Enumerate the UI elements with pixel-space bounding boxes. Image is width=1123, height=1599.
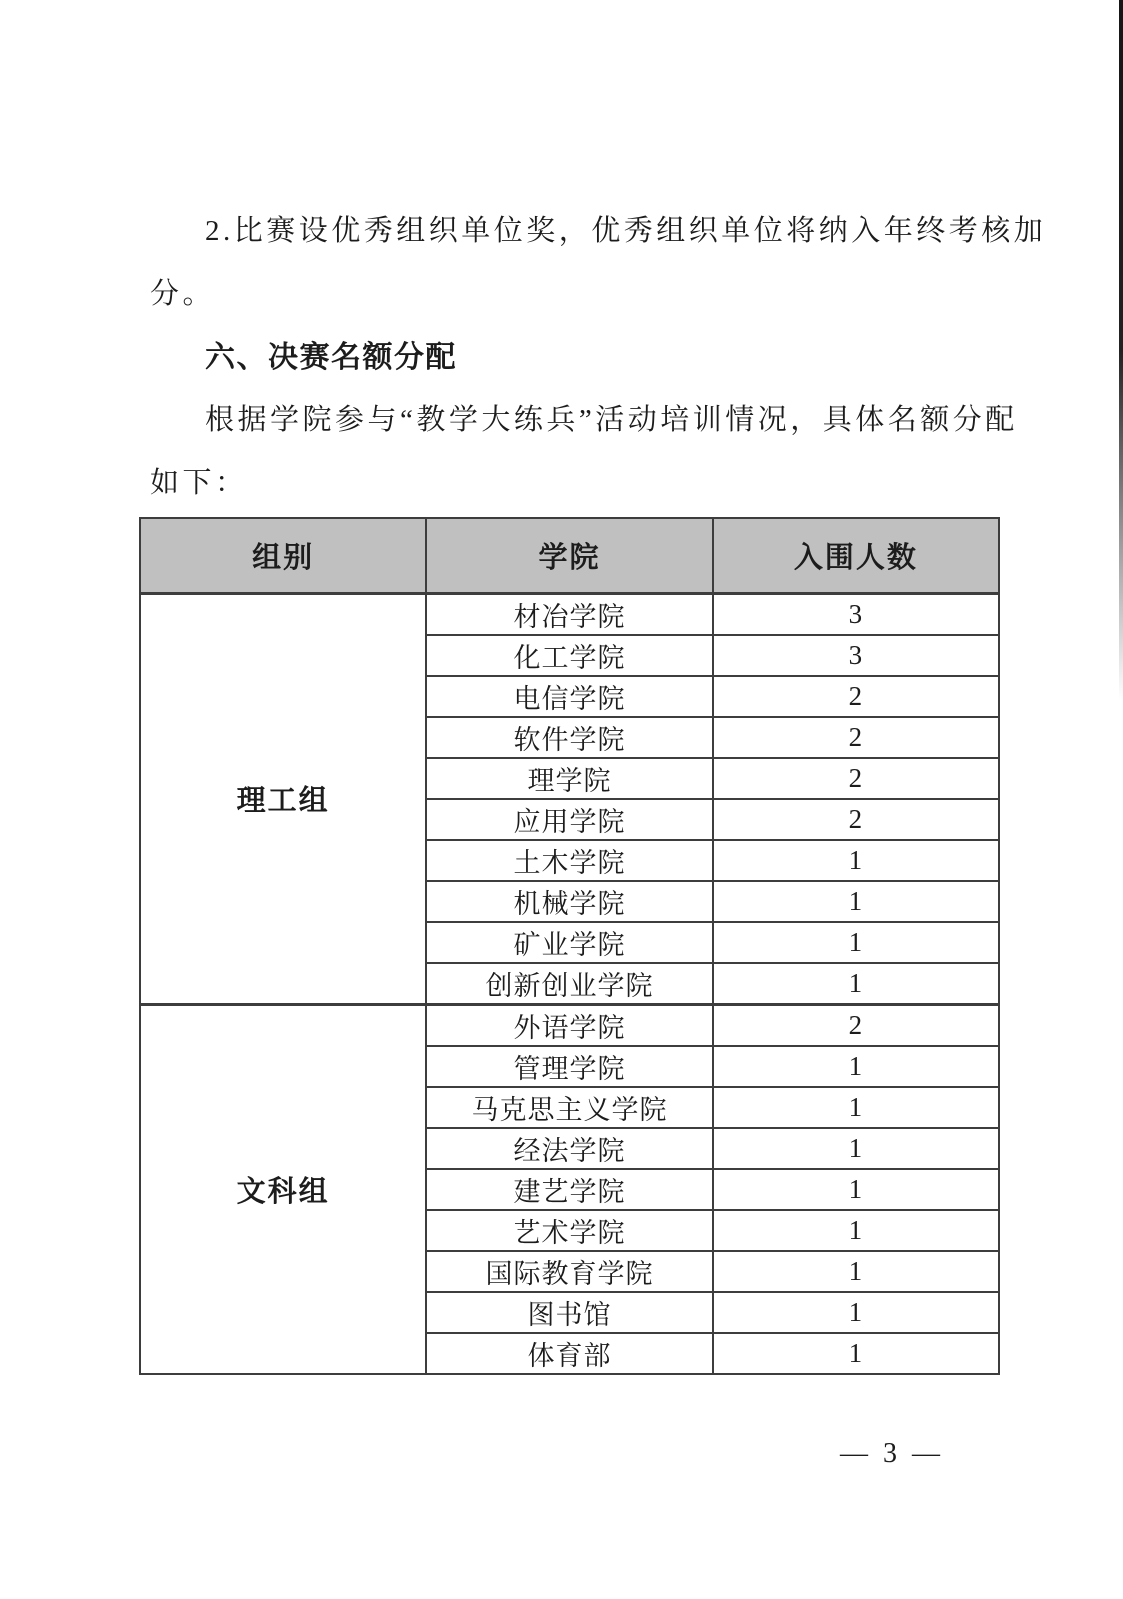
finalist-count-cell: 2 xyxy=(713,758,999,799)
finalist-count-cell: 1 xyxy=(713,840,999,881)
finalist-count-cell: 1 xyxy=(713,1087,999,1128)
college-cell: 应用学院 xyxy=(426,799,712,840)
finalist-count-cell: 1 xyxy=(713,1333,999,1374)
table-row xyxy=(140,1004,999,1046)
group-name-cell: 理工组 xyxy=(140,593,426,1004)
page-number: — 3 — xyxy=(840,1438,944,1469)
column-header-group: 组别 xyxy=(140,518,426,593)
college-cell: 创新创业学院 xyxy=(426,963,712,1005)
college-cell: 理学院 xyxy=(426,758,712,799)
college-cell: 土木学院 xyxy=(426,840,712,881)
table-row xyxy=(140,593,999,635)
table-header-row xyxy=(140,518,999,593)
finalist-count-cell: 1 xyxy=(713,1128,999,1169)
college-cell: 建艺学院 xyxy=(426,1169,712,1210)
scan-edge-artifact xyxy=(1119,0,1123,700)
finalist-count-cell: 1 xyxy=(713,922,999,963)
finalist-count-cell: 1 xyxy=(713,1046,999,1087)
college-cell: 国际教育学院 xyxy=(426,1251,712,1292)
college-cell: 外语学院 xyxy=(426,1004,712,1046)
finalist-count-cell: 1 xyxy=(713,963,999,1005)
paragraph-1-line-1: 2.比赛设优秀组织单位奖，优秀组织单位将纳入年终考核加 xyxy=(205,215,1047,247)
paragraph-2-line-2: 如下： xyxy=(150,467,248,499)
college-cell: 经法学院 xyxy=(426,1128,712,1169)
college-cell: 马克思主义学院 xyxy=(426,1087,712,1128)
group-name-cell: 文科组 xyxy=(140,1004,426,1374)
column-header-finalists: 入围人数 xyxy=(713,518,999,593)
finalist-count-cell: 1 xyxy=(713,1292,999,1333)
college-cell: 材冶学院 xyxy=(426,593,712,635)
college-cell: 电信学院 xyxy=(426,676,712,717)
college-cell: 矿业学院 xyxy=(426,922,712,963)
finalist-count-cell: 1 xyxy=(713,1251,999,1292)
paragraph-1-line-2: 分。 xyxy=(150,278,216,310)
finalist-count-cell: 1 xyxy=(713,1169,999,1210)
finalist-count-cell: 2 xyxy=(713,717,999,758)
college-cell: 软件学院 xyxy=(426,717,712,758)
column-header-college: 学院 xyxy=(426,518,712,593)
college-cell: 管理学院 xyxy=(426,1046,712,1087)
finalist-count-cell: 3 xyxy=(713,593,999,635)
finalist-count-cell: 3 xyxy=(713,635,999,676)
quota-allocation-table xyxy=(139,517,1000,1375)
finalist-count-cell: 2 xyxy=(713,1004,999,1046)
finalist-count-cell: 2 xyxy=(713,799,999,840)
college-cell: 图书馆 xyxy=(426,1292,712,1333)
college-cell: 机械学院 xyxy=(426,881,712,922)
college-cell: 化工学院 xyxy=(426,635,712,676)
college-cell: 艺术学院 xyxy=(426,1210,712,1251)
paragraph-2-line-1: 根据学院参与“教学大练兵”活动培训情况，具体名额分配 xyxy=(205,404,1018,436)
finalist-count-cell: 2 xyxy=(713,676,999,717)
body-text xyxy=(150,200,1047,515)
section-heading: 六、决赛名额分配 xyxy=(205,341,457,374)
finalist-count-cell: 1 xyxy=(713,1210,999,1251)
college-cell: 体育部 xyxy=(426,1333,712,1374)
finalist-count-cell: 1 xyxy=(713,881,999,922)
